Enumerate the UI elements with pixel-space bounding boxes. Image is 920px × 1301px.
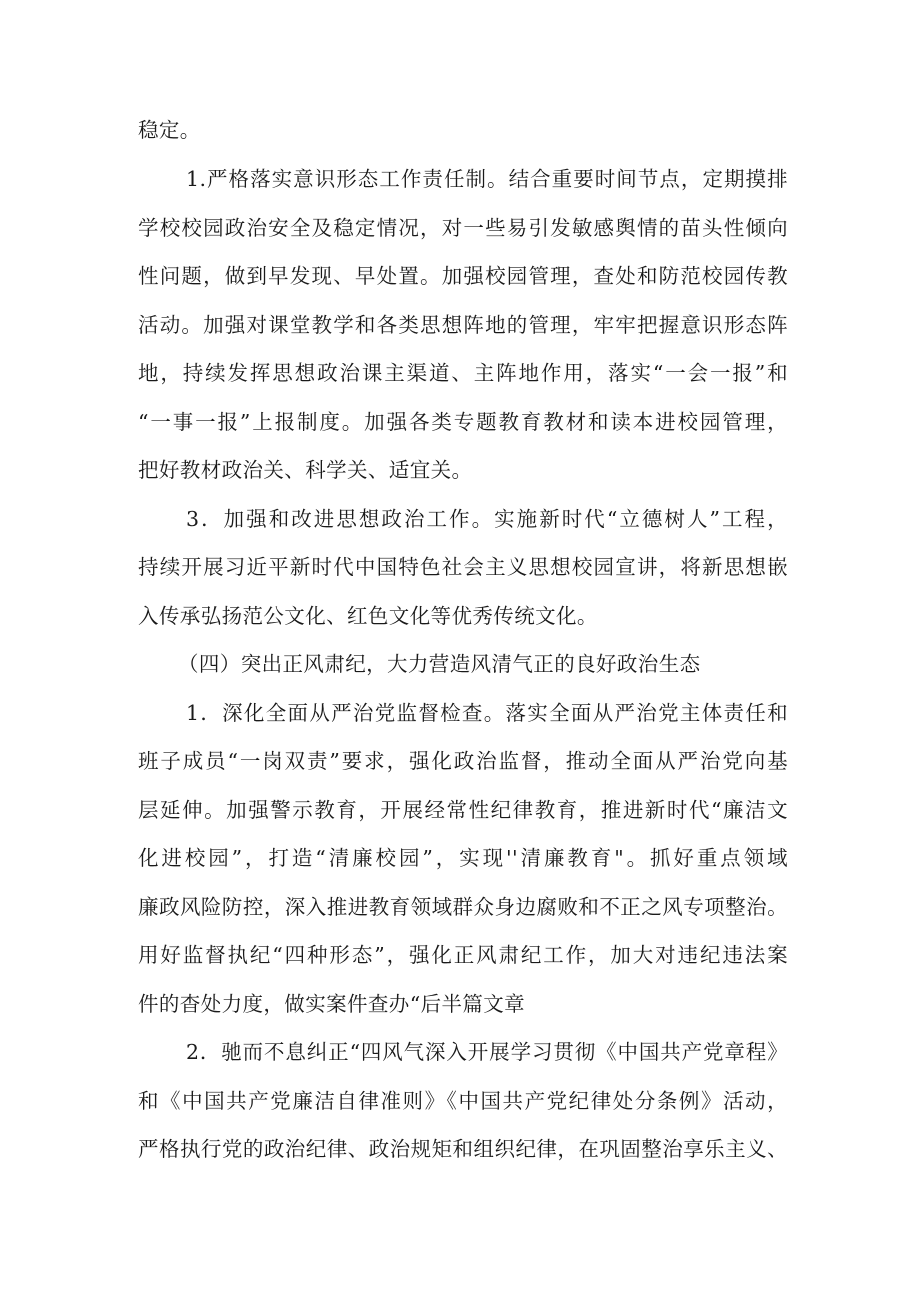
- text-line-7: “一事一报”上报制度。加强各类专题教育教材和读本进校园管理，: [138, 410, 788, 434]
- text-line-15: 层延伸。加强警示教育，开展经常性纪律教育，推进新时代“廉洁文: [138, 798, 788, 822]
- text-line-2: 1.严格落实意识形态工作责任制。结合重要时间节点，定期摸排: [186, 167, 788, 191]
- text-line-10: 持续开展习近平新时代中国特色社会主义思想校园宣讲，将新思想嵌: [138, 555, 788, 579]
- text-line-8: 把好教材政治关、科学关、适宜关。: [138, 458, 473, 482]
- text-line-4: 性问题，做到早发现、早处置。加强校园管理，查处和防范校园传教: [138, 264, 788, 288]
- text-line-6: 地，持续发挥思想政治课主渠道、主阵地作用，落实“一会一报”和: [138, 361, 788, 385]
- text-line-21: 和《中国共产党廉洁自律准则》《中国共产党纪律处分条例》活动，: [138, 1089, 788, 1113]
- text-line-20: 2．驰而不息纠正“四风气深入开展学习贯彻《中国共产党章程》: [186, 1040, 788, 1064]
- text-line-5: 活动。加强对课堂教学和各类思想阵地的管理，牢牢把握意识形态阵: [138, 313, 788, 337]
- text-line-16: 化进校园”，打造“清廉校园”，实现''清廉教育"。抓好重点领域: [138, 846, 788, 870]
- text-line-18: 用好监督执纪“四种形态”，强化正风肃纪工作，加大对违纪违法案: [138, 943, 788, 967]
- text-line-19: 件的杳处力度，做实案件查办“后半篇文章: [138, 992, 526, 1016]
- text-line-9: 3．加强和改进思想政治工作。实施新时代“立德树人”工程，: [186, 507, 788, 531]
- section-heading: （四）突出正风肃纪，大力营造风清气正的良好政治生态: [178, 652, 701, 676]
- text-line-17: 廉政风险防控，深入推进教育领域群众身边腐败和不正之风专项整治。: [138, 895, 788, 919]
- text-line-22: 严格执行党的政治纪律、政治规矩和组织纪律，在巩固整治享乐主义、: [138, 1137, 788, 1161]
- text-line-13: 1．深化全面从严治党监督检查。落实全面从严治党主体责任和: [186, 701, 788, 725]
- text-line-3: 学校校园政治安全及稳定情况，对一些易引发敏感舆情的苗头性倾向: [138, 216, 788, 240]
- text-line-14: 班子成员“一岗双责”要求，强化政治监督，推动全面从严治党向基: [138, 749, 788, 773]
- text-line-1: 稳定。: [138, 118, 201, 142]
- text-line-11: 入传承弘扬范公文化、红色文化等优秀传统文化。: [138, 604, 598, 628]
